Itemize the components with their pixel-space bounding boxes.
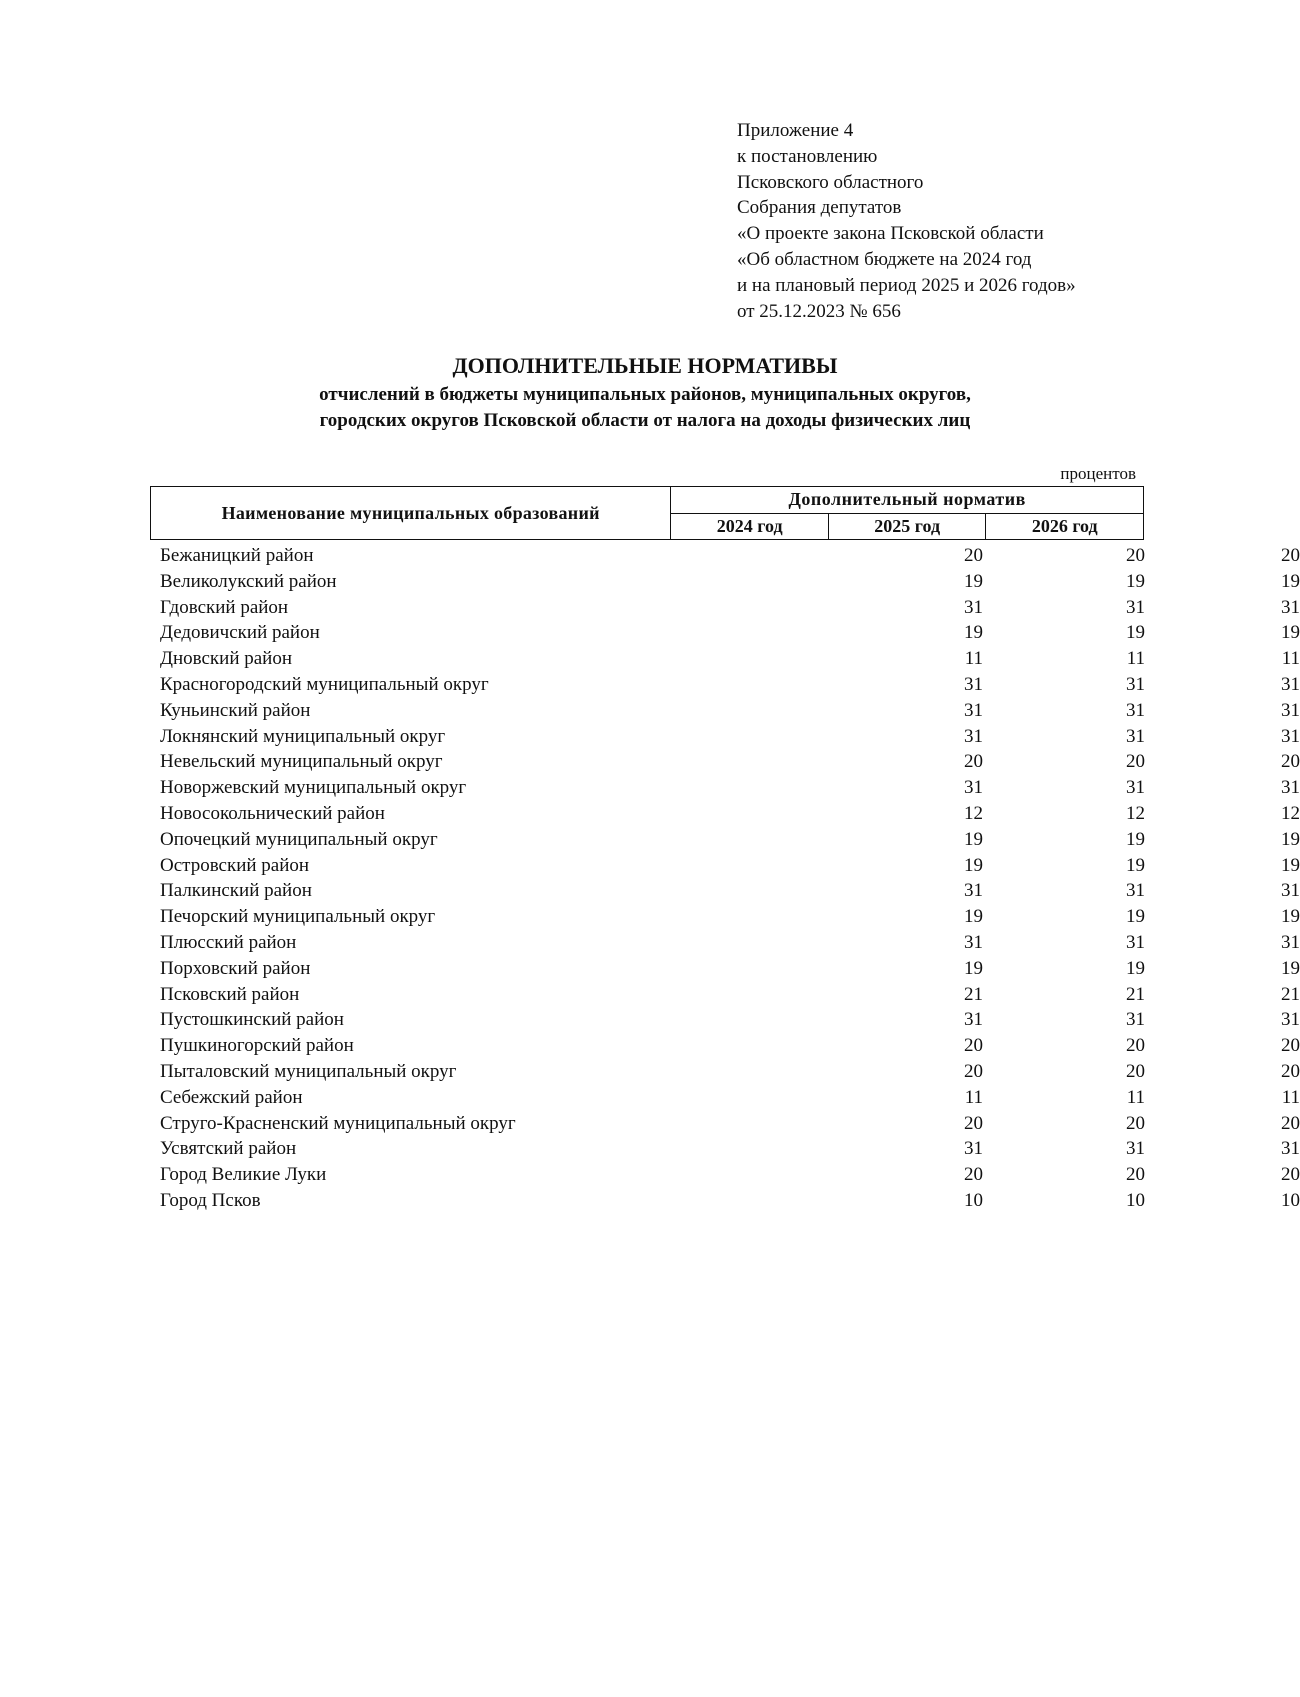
row-value-2024: 31: [964, 777, 983, 799]
row-value-2025: 20: [1126, 1060, 1145, 1082]
column-header-year-2026: 2026 год: [986, 513, 1144, 540]
row-value-2024: 11: [964, 1086, 983, 1108]
table-row: [160, 775, 1300, 801]
row-value-2026: 19: [1281, 622, 1300, 644]
table-row: [160, 956, 1300, 982]
row-value-2025: 11: [1126, 648, 1145, 670]
row-value-2025: 31: [1126, 1138, 1145, 1160]
row-name: Себежский район: [160, 1086, 303, 1108]
row-value-2024: 20: [964, 1164, 983, 1186]
row-value-2024: 31: [964, 699, 983, 721]
row-name: Гдовский район: [160, 596, 289, 618]
row-value-2026: 21: [1281, 983, 1300, 1005]
row-name: Палкинский район: [160, 880, 312, 902]
table-row: [160, 1188, 1300, 1214]
row-value-2026: 19: [1281, 854, 1300, 876]
document-subtitle-line-2: городских округов Псковской области от налога на доходы физических лиц: [319, 410, 971, 431]
table-row: [160, 569, 1300, 595]
table-row: [160, 698, 1300, 724]
row-name: Пустошкинский район: [160, 1009, 344, 1031]
table-header: [150, 486, 1144, 540]
row-value-2025: 31: [1126, 596, 1145, 618]
row-value-2026: 31: [1281, 1138, 1300, 1160]
table-row: [160, 672, 1300, 698]
row-name: Новоржевский муниципальный округ: [160, 777, 467, 799]
row-value-2024: 12: [964, 802, 983, 824]
row-name: Город Великие Луки: [160, 1164, 327, 1186]
row-value-2025: 31: [1126, 777, 1145, 799]
row-value-2024: 19: [964, 906, 983, 928]
row-value-2026: 31: [1281, 931, 1300, 953]
table-row: [160, 930, 1300, 956]
document-subtitle-line-1: отчислений в бюджеты муниципальных районов, муниципальных округов,: [319, 384, 971, 405]
table-row: [160, 853, 1300, 879]
table-row: [160, 620, 1300, 646]
row-value-2026: 10: [1281, 1189, 1300, 1211]
row-value-2025: 19: [1126, 828, 1145, 850]
row-value-2026: 31: [1281, 699, 1300, 721]
row-value-2025: 31: [1126, 673, 1145, 695]
row-value-2026: 20: [1281, 751, 1300, 773]
row-value-2024: 19: [964, 828, 983, 850]
row-value-2026: 31: [1281, 673, 1300, 695]
row-value-2024: 20: [964, 1112, 983, 1134]
appendix-line: Псковского областного: [737, 171, 924, 193]
row-value-2024: 19: [964, 957, 983, 979]
row-value-2026: 31: [1281, 725, 1300, 747]
row-value-2025: 20: [1126, 1035, 1145, 1057]
table-row: [160, 595, 1300, 621]
row-value-2026: 11: [1281, 1086, 1300, 1108]
row-name: Порховский район: [160, 957, 311, 979]
row-name: Дедовичский район: [160, 622, 320, 644]
row-value-2024: 31: [964, 880, 983, 902]
row-value-2024: 19: [964, 854, 983, 876]
table-row: [160, 749, 1300, 775]
row-value-2025: 19: [1126, 570, 1145, 592]
row-value-2024: 31: [964, 931, 983, 953]
row-name: Островский район: [160, 854, 310, 876]
table-row: [160, 904, 1300, 930]
row-value-2024: 21: [964, 983, 983, 1005]
row-value-2026: 20: [1281, 1035, 1300, 1057]
row-name: Дновский район: [160, 648, 293, 670]
table-row: [160, 1033, 1300, 1059]
appendix-line: «Об областном бюджете на 2024 год: [737, 248, 1032, 270]
row-value-2025: 19: [1126, 906, 1145, 928]
table-row: [160, 982, 1300, 1008]
table-row: [160, 827, 1300, 853]
row-value-2025: 31: [1126, 699, 1145, 721]
row-value-2025: 19: [1126, 957, 1145, 979]
row-value-2024: 31: [964, 1138, 983, 1160]
row-value-2024: 31: [964, 1009, 983, 1031]
table-row: [160, 1136, 1300, 1162]
appendix-line: «О проекте закона Псковской области: [737, 223, 1044, 245]
row-value-2025: 31: [1126, 1009, 1145, 1031]
row-value-2026: 31: [1281, 880, 1300, 902]
row-value-2025: 31: [1126, 880, 1145, 902]
row-name: Усвятский район: [160, 1138, 297, 1160]
appendix-line: Собрания депутатов: [737, 197, 902, 219]
row-value-2026: 20: [1281, 1164, 1300, 1186]
row-name: Плюсский район: [160, 931, 297, 953]
table-body: [160, 543, 1300, 1214]
column-header-name: Наименование муниципальных образований: [151, 487, 671, 540]
row-value-2024: 19: [964, 622, 983, 644]
column-header-year-2024: 2024 год: [671, 513, 829, 540]
table-row: [160, 878, 1300, 904]
row-value-2024: 31: [964, 673, 983, 695]
row-name: Город Псков: [160, 1189, 261, 1211]
row-value-2024: 20: [964, 1035, 983, 1057]
row-name: Печорский муниципальный округ: [160, 906, 436, 928]
table-row: [160, 543, 1300, 569]
row-value-2024: 11: [964, 648, 983, 670]
appendix-line: Приложение 4: [737, 120, 854, 141]
table-row: [160, 724, 1300, 750]
row-value-2025: 11: [1126, 1086, 1145, 1108]
row-value-2026: 20: [1281, 1112, 1300, 1134]
row-value-2026: 19: [1281, 828, 1300, 850]
row-name: Пушкиногорский район: [160, 1035, 354, 1057]
row-name: Пыталовский муниципальный округ: [160, 1060, 457, 1082]
row-name: Невельский муниципальный округ: [160, 751, 443, 773]
row-value-2026: 19: [1281, 957, 1300, 979]
row-value-2025: 21: [1126, 983, 1145, 1005]
row-value-2025: 12: [1126, 802, 1145, 824]
row-value-2026: 12: [1281, 802, 1300, 824]
row-value-2024: 31: [964, 596, 983, 618]
column-header-group: Дополнительный норматив: [671, 487, 1144, 514]
appendix-line: и на плановый период 2025 и 2026 годов»: [737, 274, 1076, 296]
row-value-2026: 11: [1281, 648, 1300, 670]
row-value-2026: 31: [1281, 596, 1300, 618]
row-name: Новосокольнический район: [160, 802, 385, 824]
column-header-year-2025: 2025 год: [828, 513, 986, 540]
row-value-2025: 20: [1126, 545, 1145, 566]
units-label: процентов: [1060, 464, 1136, 483]
row-value-2024: 20: [964, 751, 983, 773]
row-value-2025: 20: [1126, 1112, 1145, 1134]
row-value-2024: 20: [964, 1060, 983, 1082]
row-value-2024: 10: [964, 1189, 983, 1211]
appendix-line: от 25.12.2023 № 656: [737, 300, 901, 322]
document-title: ДОПОЛНИТЕЛЬНЫЕ НОРМАТИВЫ: [452, 353, 838, 378]
row-value-2025: 31: [1126, 931, 1145, 953]
row-value-2025: 19: [1126, 622, 1145, 644]
table-row: [160, 1162, 1300, 1188]
row-name: Великолукский район: [160, 570, 337, 592]
table-row: [160, 1111, 1300, 1137]
row-value-2024: 20: [964, 545, 983, 566]
appendix-line: к постановлению: [737, 145, 878, 167]
row-value-2025: 10: [1126, 1189, 1145, 1211]
row-name: Красногородский муниципальный округ: [160, 673, 489, 695]
row-value-2026: 19: [1281, 570, 1300, 592]
row-value-2025: 19: [1126, 854, 1145, 876]
table-row: [160, 801, 1300, 827]
appendix-block: [737, 118, 1157, 324]
row-name: Опочецкий муниципальный округ: [160, 828, 438, 850]
row-value-2026: 31: [1281, 777, 1300, 799]
row-name: Куньинский район: [160, 699, 311, 721]
table-row: [160, 1007, 1300, 1033]
table-row: [160, 646, 1300, 672]
row-value-2024: 31: [964, 725, 983, 747]
row-value-2025: 20: [1126, 751, 1145, 773]
row-name: Бежаницкий район: [160, 545, 314, 566]
table-row: [160, 1059, 1300, 1085]
row-name: Струго-Красненский муниципальный округ: [160, 1112, 516, 1134]
row-value-2026: 20: [1281, 545, 1300, 566]
row-value-2026: 19: [1281, 906, 1300, 928]
row-value-2025: 20: [1126, 1164, 1145, 1186]
row-value-2026: 20: [1281, 1060, 1300, 1082]
row-value-2024: 19: [964, 570, 983, 592]
row-value-2026: 31: [1281, 1009, 1300, 1031]
row-value-2025: 31: [1126, 725, 1145, 747]
table-row: [160, 1085, 1300, 1111]
row-name: Псковский район: [160, 983, 300, 1005]
row-name: Локнянский муниципальный округ: [160, 725, 446, 747]
